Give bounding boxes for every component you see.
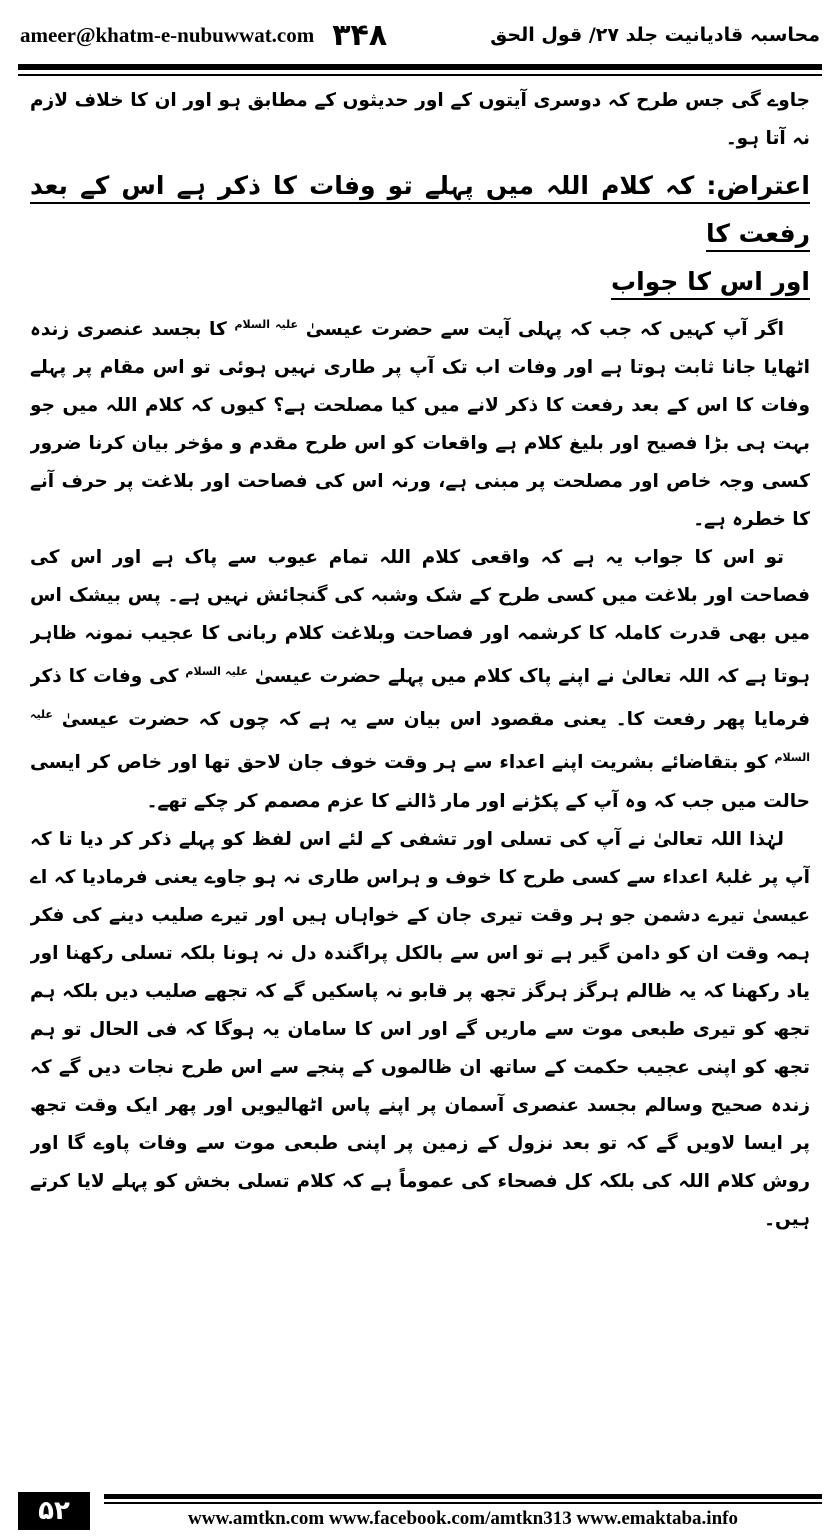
intro-line: جاوے گی جس طرح کہ دوسری آیتوں کے اور حدیثوں کے مطابق ہو اور ان کا خلاف لازم نہ آتا ہو۔: [30, 90, 810, 149]
page-body: [30, 82, 810, 1477]
footer-rule-thin: [104, 1502, 822, 1504]
paragraph-1-part-b: کا بجسد عنصری زندہ اٹھایا جانا ثابت ہوتا ہے اور وفات اب تک آپ پر طاری نہیں ہوئی تو اس مقام پر پہلے وفات کا اس کے بعد رفعت کا ذکر لانے میں کیا مصلحت ہے؟ کیوں کہ کلام اللہ میں جو بہت ہی بڑا فصیح اور بلیغ کلام ہے واقعات کو اس طرح مقدم و مؤخر بیان کرنا ضرور کسی وجہ خاص اور مصلحت پر مبنی ہے، ورنہ اس کی فصاحت اور بلاغت پر حرف آنے کا خطرہ ہے۔: [30, 319, 810, 531]
honorific-mark: علیہ السلام: [30, 708, 810, 765]
paragraph-2-part-b: کی وفات کا ذکر فرمایا پھر رفعت کا۔ یعنی مقصود اس بیان سے یہ ہے کہ چوں کہ حضرت عیسیٰ: [30, 666, 810, 731]
header-left: [20, 18, 387, 53]
paragraph-1-part-a: اگر آپ کہیں کہ جب کہ پہلی آیت سے حضرت عیسیٰ: [305, 319, 784, 341]
paragraph-2-part-c: کو بتقاضائے بشریت اپنے اعداء سے ہر وقت خوف جان لاحق تھا اور خاص کر ایسی حالت میں جب کہ وہ آپ کے پکڑنے اور مار ڈالنے کا عزم مصمم کر چکے تھے۔: [30, 752, 810, 812]
header-book-title: محاسبہ قادیانیت جلد ۲۷/ قول الحق: [490, 24, 820, 46]
paragraph-2: [30, 539, 810, 820]
paragraph-1: [30, 306, 810, 539]
paragraph-3: لہٰذا اللہ تعالیٰ نے آپ کی تسلی اور تشفی کے لئے اس لفظ کو پہلے ذکر کر دیا تا کہ آپ پر غلبۂ اعداء سے کسی طرح کا خوف و ہراس طاری نہ ہو جاوے یعنی فرمادیا کہ اے عیسیٰ تیرے دشمن جو ہر وقت تیری جان کے خواہاں ہیں اور تیرے صلیب دینے کی فکر ہمہ وقت ان کو دامن گیر ہے تو اس سے بالکل پراگندہ دل نہ ہونا بلکہ تسلی رکھنا اور یاد رکھنا کہ یہ ظالم ہرگز ہرگز تجھ پر قابو نہ پاسکیں گے کہ تجھے صلیب دیں بلکہ ہم تجھ کو تیری طبعی موت سے ماریں گے اور اس کا سامان یہ ہوگا کہ فی الحال تو ہم تجھ کو اپنی عجیب حکمت کے ساتھ ان ظالموں کے پنجے سے اس طرح نجات دیں گے کہ زندہ صحیح وسالم بجسد عنصری آسمان پر اپنے پاس اٹھالیویں اور پھر ایک وقت تجھ پر ایسا لاویں گے کہ تو بعد نزول کے زمین پر اپنی طبعی موت سے وفات پاوے گا اور روش کلام اللہ کی بلکہ کل فصحاء کی عموماً ہے کہ کلام تسلی بخش کو پہلے لایا کرتے ہیں۔: [30, 828, 810, 1230]
honorific-mark: علیہ السلام: [185, 665, 249, 679]
header-rule-thin: [18, 74, 822, 76]
footer-links[interactable]: www.amtkn.com www.facebook.com/amtkn313 www.emaktaba.info: [188, 1508, 738, 1529]
page-footer: [18, 1490, 822, 1530]
paragraph-2-part-a: تو اس کا جواب یہ ہے کہ واقعی کلام اللہ تمام عیوب سے پاک ہے اور اس کی فصاحت اور بلاغت میں کسی طرح کے شک وشبہ کی گنجائش نہیں ہے۔ پس بیشک اس میں بھی قدرت کاملہ کا کرشمہ اور فصاحت وبلاغت کلام ربانی کا عجیب نمونہ ظاہر ہوتا ہے کہ اللہ تعالیٰ نے اپنے پاک کلام میں پہلے حضرت عیسیٰ: [30, 547, 810, 688]
header-email[interactable]: ameer@khatm-e-nubuwwat.com: [20, 22, 315, 47]
footer-rule-thick: [104, 1494, 822, 1499]
section-heading: اعتراض: کہ کلام اللہ میں پہلے تو وفات کا ذکر ہے اس کے بعد رفعت کا: [30, 171, 810, 248]
header-page-number: ۳۴۸: [332, 17, 388, 53]
footer-links-wrap: [104, 1494, 822, 1530]
page-header: [20, 14, 820, 56]
header-rule-thick: [18, 64, 822, 70]
footer-page-number: ۵۲: [18, 1492, 90, 1530]
section-subheading: اور اس کا جواب: [611, 267, 810, 296]
honorific-mark: علیہ السلام: [234, 318, 299, 331]
